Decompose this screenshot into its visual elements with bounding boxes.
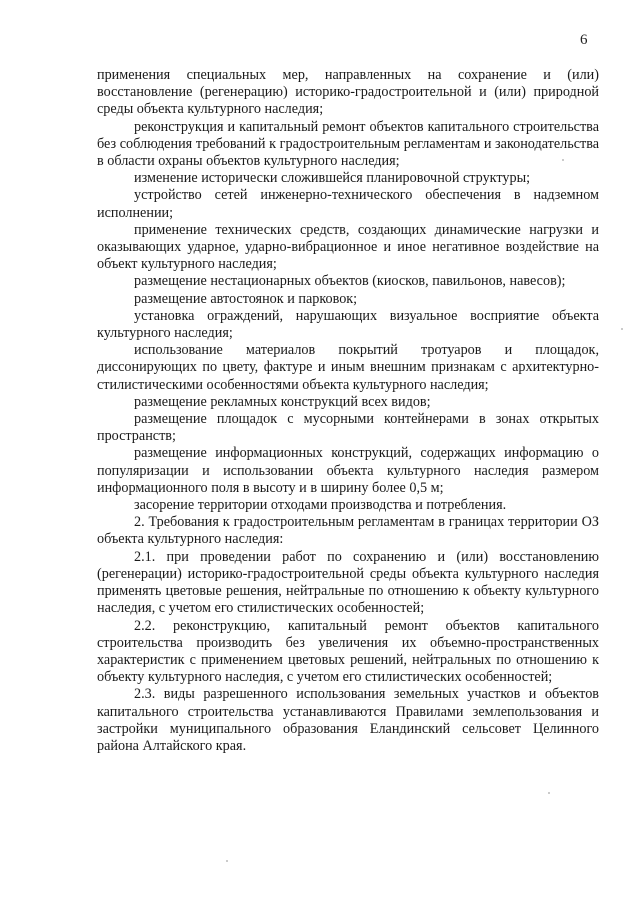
- scan-speck: [562, 159, 564, 161]
- document-body: [97, 67, 599, 755]
- paragraph: установка ограждений, нарушающих визуальное восприятие объекта культурного наследия;: [97, 307, 599, 342]
- scan-speck: [226, 860, 228, 862]
- scan-speck: [548, 792, 550, 794]
- scan-speck: [621, 328, 623, 330]
- paragraph: размещение автостоянок и парковок;: [134, 290, 358, 307]
- paragraph: реконструкция и капитальный ремонт объектов капитального строительства без соблюдения требований к градостроительным регламентам и законодательства в области охраны объектов культурного наследия;: [97, 118, 599, 170]
- paragraph: 2.2. реконструкцию, капитальный ремонт объектов капитального строительства производить без увеличения их объемно-пространственных характеристик с применением цветовых решений, нейтральных по отношению к объекту культурного наследия, с учетом его стилистических особенностей;: [97, 617, 599, 686]
- paragraph: размещение площадок с мусорными контейнерами в зонах открытых пространств;: [97, 411, 599, 445]
- page-number: 6: [580, 32, 588, 48]
- paragraph: засорение территории отходами производства и потребления.: [134, 497, 507, 514]
- paragraph: изменение исторически сложившейся планировочной структуры;: [134, 170, 531, 187]
- paragraph: использование материалов покрытий тротуаров и площадок, диссонирующих по цвету, фактуре и иным внешним признакам с архитектурно-стилистическими особенностями объекта культурного наследия;: [97, 342, 599, 393]
- paragraph: устройство сетей инженерно-технического обеспечения в надземном исполнении;: [97, 187, 599, 221]
- paragraph: 2.3. виды разрешенного использования земельных участков и объектов капитального строительства устанавливаются Правилами землепользования и застройки муниципального образования Еландинский сельсовет Целинного района Алтайского края.: [97, 686, 599, 754]
- paragraph: применение технических средств, создающих динамические нагрузки и оказывающих ударное, ударно-вибрационное и иное негативное воздействие на объект культурного наследия;: [97, 221, 599, 273]
- paragraph: размещение рекламных конструкций всех видов;: [134, 393, 431, 410]
- paragraph: применения специальных мер, направленных на сохранение и (или) восстановление (регенерацию) историко-градостроительной и (или) природной среды объекта культурного наследия;: [97, 67, 599, 118]
- paragraph: размещение информационных конструкций, содержащих информацию о популяризации и использовании объекта культурного наследия размером информационного поля в высоту и в ширину более 0,5 м;: [97, 445, 599, 496]
- paragraph: 2.1. при проведении работ по сохранению и (или) восстановлению (регенерации) историко-градостроительной среды объекта культурного наследия применять цветовые решения, нейтральные по отношению к объекту культурного наследия, с учетом его стилистических особенностей;: [97, 548, 599, 617]
- section-heading-paragraph: 2. Требования к градостроительным регламентам в границах территории ОЗ объекта культурного наследия:: [97, 514, 599, 548]
- paragraph: размещение нестационарных объектов (киосков, павильонов, навесов);: [134, 273, 566, 290]
